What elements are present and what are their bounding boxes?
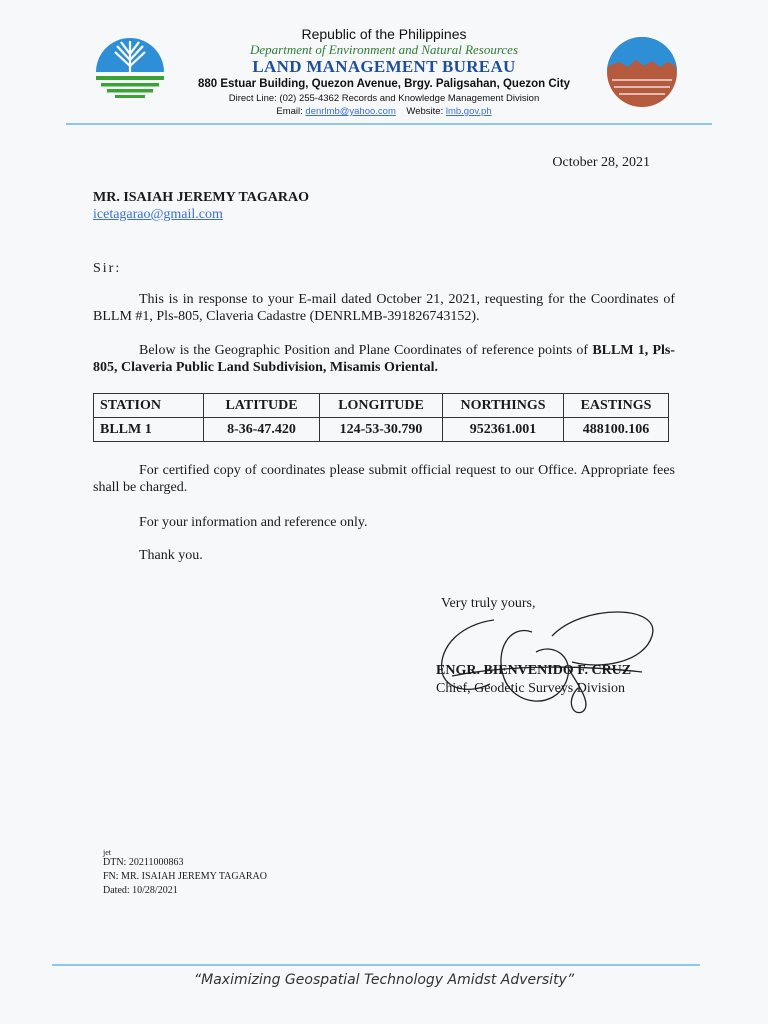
paragraph-response: This is in response to your E-mail dated October 21, 2021, requesting for the Coordinates of BLLM #1, Pls-805, Claveria Cadastre (DENRLMB-391826743152).: [93, 292, 675, 324]
table-header-row: [94, 394, 669, 418]
paragraph-information: For your information and reference only.: [139, 515, 368, 530]
paragraph-coordinates-intro: [93, 342, 675, 376]
bureau-address: 880 Estuar Building, Quezon Avenue, Brgy. Paligsahan, Quezon City: [197, 78, 571, 90]
footer-motto: “Maximizing Geospatial Technology Amidst Adversity”: [193, 972, 575, 988]
paragraph-certified-copy: For certified copy of coordinates please submit official request to our Office. Appropriate fees shall be charged.: [93, 463, 675, 495]
signatory-name: ENGR. BIENVENIDO F. CRUZ: [436, 663, 632, 678]
footnote-fn: FN: MR. ISAIAH JEREMY TAGARAO: [103, 871, 267, 882]
cell-longitude: 124-53-30.790: [320, 418, 443, 442]
coordinates-table: [93, 393, 669, 442]
direct-line: Direct Line: (02) 255-4362 Records and Knowledge Management Division: [228, 93, 540, 104]
addressee-name: MR. ISAIAH JEREMY TAGARAO: [93, 190, 309, 205]
bureau-website-link[interactable]: lmb.gov.ph: [445, 106, 492, 117]
coordinates-table-wrap: [93, 393, 669, 442]
table-row: [94, 418, 669, 442]
cell-latitude: 8-36-47.420: [204, 418, 320, 442]
bureau-heading: LAND MANAGEMENT BUREAU: [252, 57, 516, 76]
letter-date: October 28, 2021: [552, 155, 650, 170]
cell-eastings: 488100.106: [564, 418, 669, 442]
cell-northings: 952361.001: [443, 418, 564, 442]
footer-divider: [52, 964, 700, 966]
intro-text: Below is the Geographic Position and Plane Coordinates of reference points of: [139, 343, 593, 358]
cell-station: BLLM 1: [94, 418, 204, 442]
header-divider: [66, 123, 712, 125]
header-longitude: LONGITUDE: [320, 394, 443, 418]
intro-bold-text: BLLM 1, Pls-805, Claveria Public Land Subdivision, Misamis Oriental.: [93, 343, 676, 375]
bureau-email-link[interactable]: denrlmb@yahoo.com: [305, 106, 396, 117]
footnote-dtn: DTN: 20211000863: [103, 857, 184, 868]
department-heading: Department of Environment and Natural Resources: [249, 42, 519, 57]
website-label: Website:: [406, 106, 444, 117]
salutation: Sir:: [93, 261, 122, 276]
republic-heading: Republic of the Philippines: [301, 26, 467, 42]
footnote-initials: jet: [103, 848, 111, 857]
header-station: STATION: [94, 394, 204, 418]
footnote-dated: Dated: 10/28/2021: [103, 885, 178, 896]
complimentary-close: Very truly yours,: [441, 596, 536, 611]
header-eastings: EASTINGS: [564, 394, 669, 418]
header-latitude: LATITUDE: [204, 394, 320, 418]
header-northings: NORTHINGS: [443, 394, 564, 418]
paragraph-thanks: Thank you.: [139, 548, 203, 563]
email-label: Email:: [276, 106, 303, 117]
addressee-email-link[interactable]: icetagarao@gmail.com: [93, 207, 223, 222]
signatory-title: Chief, Geodetic Surveys Division: [436, 681, 625, 696]
contact-line: [0, 106, 768, 117]
